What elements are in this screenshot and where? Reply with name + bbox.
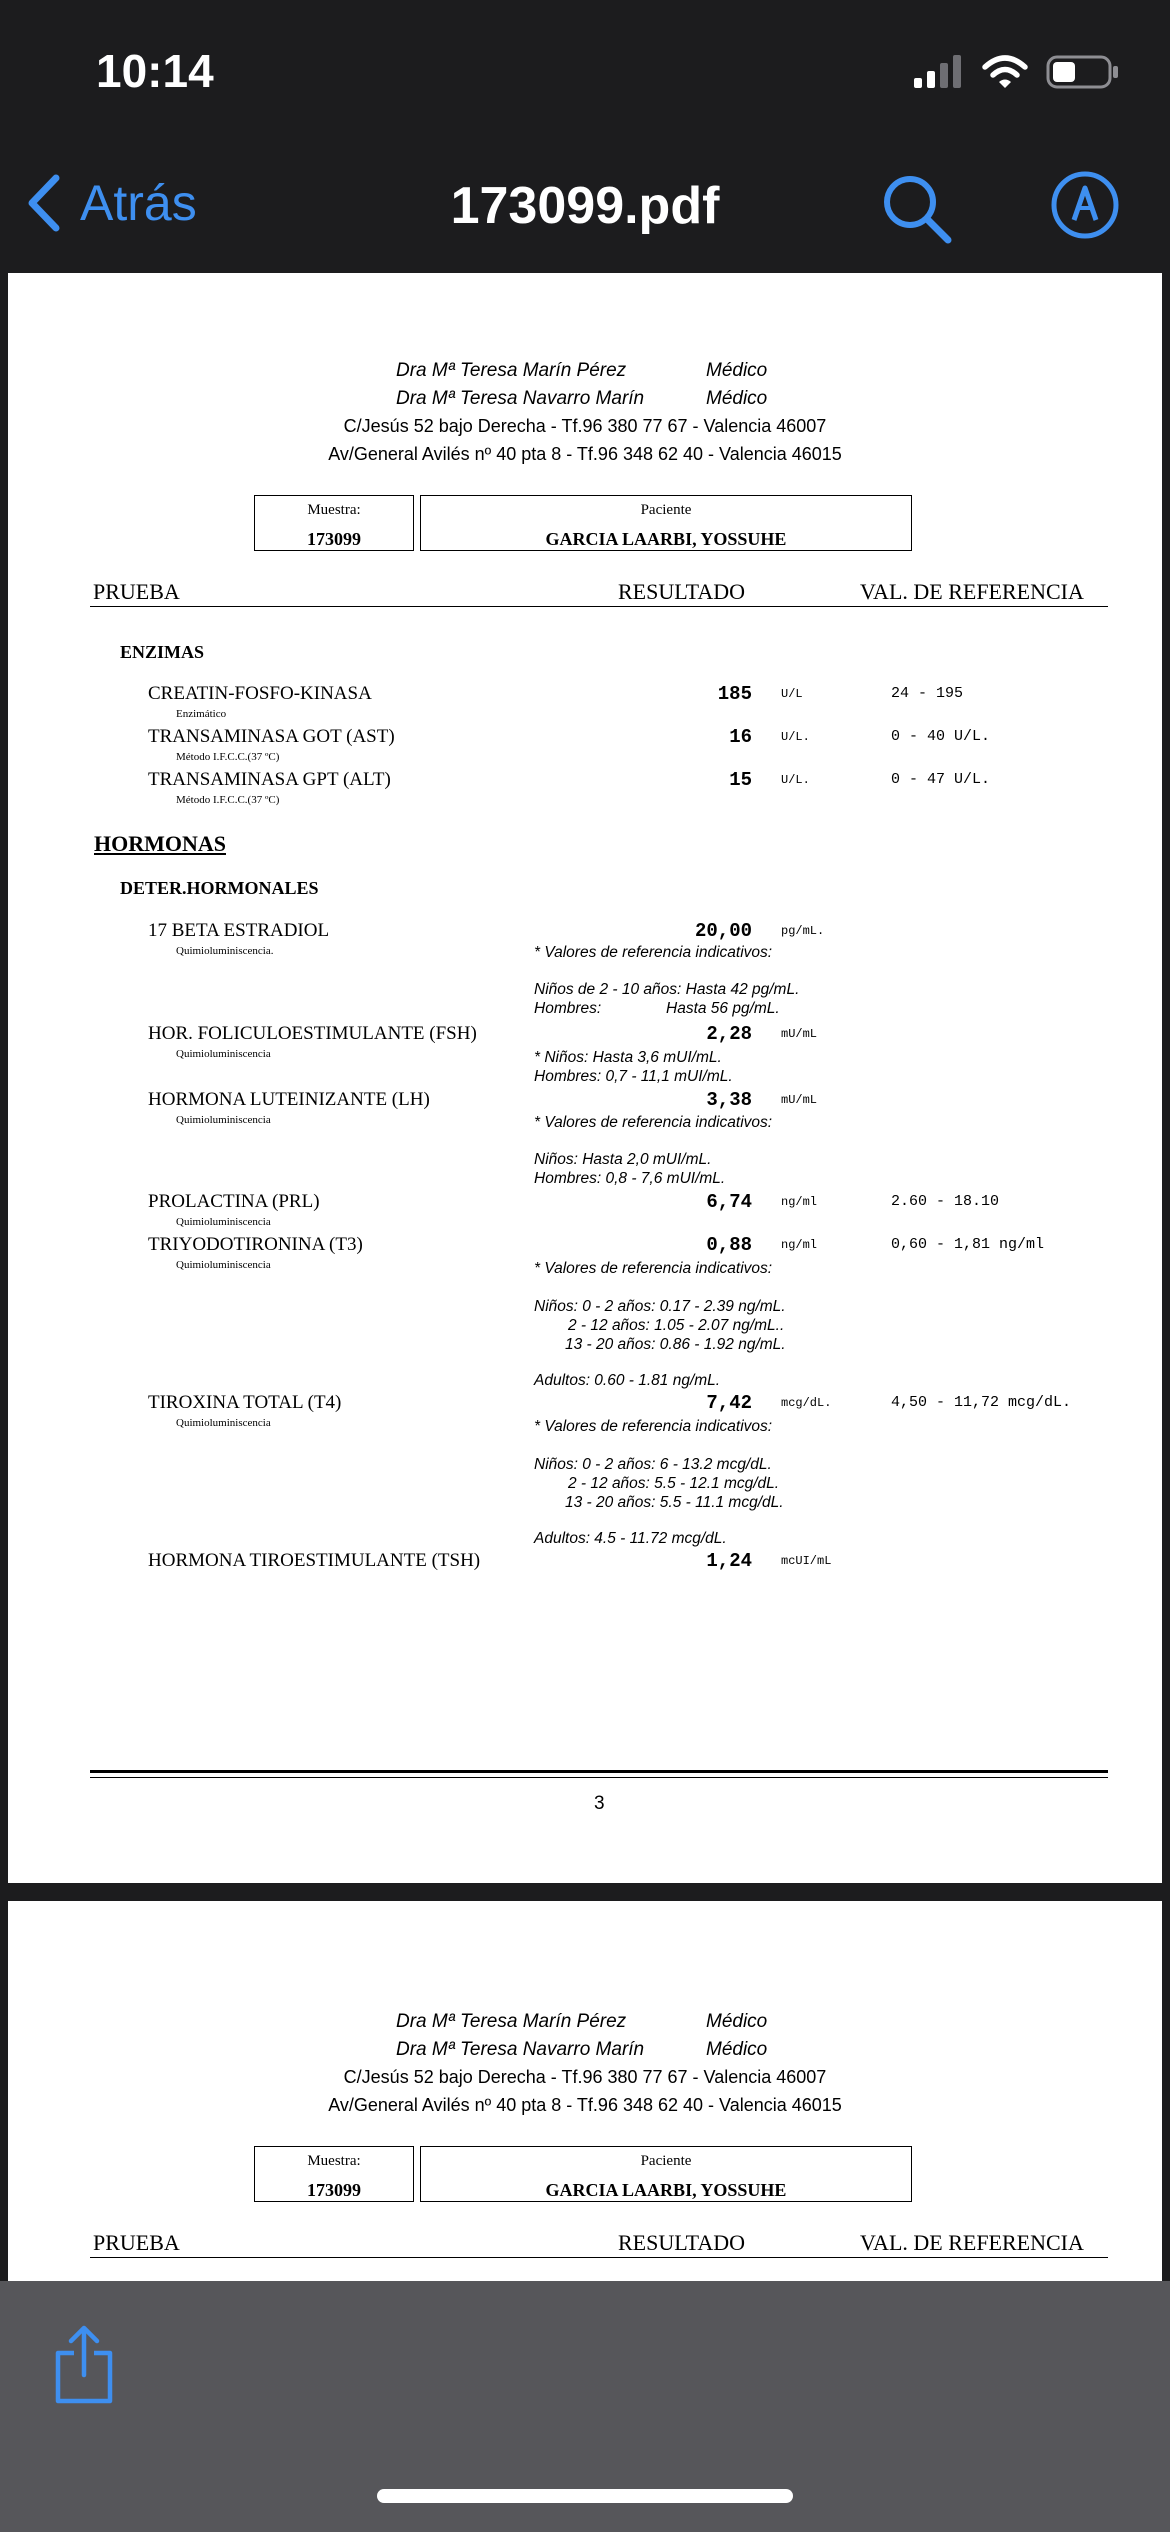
test-unit: mU/mL (781, 1027, 818, 1041)
doctor-role: Médico (706, 388, 768, 409)
reference-note: Niños: 0 - 2 años: 6 - 13.2 mcg/dL. (534, 1456, 772, 1473)
test-name: CREATIN-FOSFO-KINASA (148, 683, 372, 704)
test-result: 3,38 (706, 1089, 752, 1111)
home-indicator[interactable] (377, 2489, 793, 2503)
reference-note: * Niños: Hasta 3,6 mUI/mL. (534, 1049, 722, 1066)
test-unit: U/L (781, 687, 803, 701)
test-reference: 0,60 - 1,81 ng/ml (891, 1236, 1045, 1253)
test-name: PROLACTINA (PRL) (148, 1191, 320, 1212)
test-unit: ng/ml (781, 1238, 818, 1252)
test-reference: 0 - 40 U/L. (891, 728, 991, 745)
status-icons (912, 54, 1120, 90)
test-result: 7,42 (706, 1392, 752, 1414)
reference-note: Adultos: 4.5 - 11.72 mcg/dL. (534, 1530, 727, 1547)
column-header-test: PRUEBA (93, 579, 180, 604)
sample-value: 173099 (307, 529, 361, 549)
nav-bar (0, 150, 1170, 260)
test-name: TRANSAMINASA GOT (AST) (148, 726, 395, 747)
test-result: 185 (717, 683, 752, 705)
test-result: 15 (729, 769, 752, 791)
divider (90, 606, 1108, 607)
test-unit: mU/mL (781, 1093, 818, 1107)
reference-note: 13 - 20 años: 5.5 - 11.1 mcg/dL. (565, 1494, 784, 1511)
reference-note: Hasta 56 pg/mL. (666, 1000, 780, 1017)
patient-value: GARCIA LAARBI, YOSSUHE (545, 529, 787, 549)
doctor-role: Médico (706, 360, 768, 381)
section-title: ENZIMAS (120, 642, 205, 662)
column-header-test: PRUEBA (93, 2230, 180, 2255)
test-reference: 24 - 195 (891, 685, 964, 702)
doctor-name: Dra Mª Teresa Marín Pérez (396, 360, 627, 381)
test-method: Método I.F.C.C.(37 ºC) (176, 751, 280, 763)
doctor-role: Médico (706, 2039, 768, 2060)
reference-note: * Valores de referencia indicativos: (534, 1114, 773, 1131)
test-name: 17 BETA ESTRADIOL (148, 920, 330, 941)
section-title: HORMONAS (94, 831, 226, 856)
test-unit: pg/mL. (781, 924, 825, 938)
test-unit: ng/ml (781, 1195, 818, 1209)
test-name: TIROXINA TOTAL (T4) (148, 1392, 342, 1413)
footer-divider (90, 1770, 1108, 1773)
test-result: 1,24 (706, 1550, 752, 1572)
test-method: Quimioluminiscencia. (176, 945, 274, 957)
test-unit: U/L. (781, 730, 810, 744)
share-icon[interactable] (52, 2323, 116, 2405)
pdf-page[interactable] (8, 1901, 1162, 2281)
address-line: C/Jesús 52 bajo Derecha - Tf.96 380 77 67 - Valencia 46007 (343, 2067, 827, 2087)
patient-value: GARCIA LAARBI, YOSSUHE (545, 2180, 787, 2200)
reference-note: * Valores de referencia indicativos: (534, 1260, 773, 1277)
status-time: 10:14 (96, 45, 214, 97)
test-result: 20,00 (694, 920, 752, 942)
divider (90, 2257, 1108, 2258)
reference-note: * Valores de referencia indicativos: (534, 1418, 773, 1435)
reference-note: Niños de 2 - 10 años: Hasta 42 pg/mL. (534, 981, 800, 998)
doctor-role: Médico (706, 2011, 768, 2032)
status-bar (0, 0, 1170, 130)
address-line: Av/General Avilés nº 40 pta 8 - Tf.96 348 62 40 - Valencia 46015 (328, 444, 842, 464)
document-title: 173099.pdf (450, 177, 720, 235)
pdf-page[interactable] (8, 273, 1162, 1883)
test-reference: 2.60 - 18.10 (891, 1193, 1000, 1210)
patient-box (420, 2146, 912, 2202)
test-method: Quimioluminiscencia (176, 1259, 271, 1271)
address-line: C/Jesús 52 bajo Derecha - Tf.96 380 77 67 - Valencia 46007 (343, 416, 827, 436)
test-reference: 4,50 - 11,72 mcg/dL. (891, 1394, 1072, 1411)
reference-note: Niños: Hasta 2,0 mUI/mL. (534, 1151, 712, 1168)
test-unit: U/L. (781, 773, 810, 787)
reference-note: Hombres: (534, 1000, 602, 1017)
test-reference: 0 - 47 U/L. (891, 771, 991, 788)
test-name: TRANSAMINASA GPT (ALT) (148, 769, 391, 790)
sample-box (254, 495, 414, 551)
cellular-signal-icon (912, 54, 964, 90)
doctor-name: Dra Mª Teresa Navarro Marín (396, 388, 645, 409)
column-header-reference: VAL. DE REFERENCIA (860, 579, 1084, 604)
reference-note: 2 - 12 años: 1.05 - 2.07 ng/mL.. (568, 1317, 785, 1334)
test-method: Quimioluminiscencia (176, 1114, 271, 1126)
test-name: TRIYODOTIRONINA (T3) (148, 1234, 363, 1255)
wifi-icon (982, 54, 1028, 90)
test-unit: mcUI/mL (781, 1554, 832, 1568)
reference-note: Adultos: 0.60 - 1.81 ng/mL. (534, 1372, 721, 1389)
test-method: Quimioluminiscencia (176, 1216, 271, 1228)
test-result: 2,28 (706, 1023, 752, 1045)
reference-note: Hombres: 0,8 - 7,6 mUI/mL. (534, 1170, 726, 1187)
doctor-name: Dra Mª Teresa Navarro Marín (396, 2039, 645, 2060)
back-label: Atrás (80, 175, 197, 231)
page-number: 3 (594, 1793, 605, 1814)
reference-note: * Valores de referencia indicativos: (534, 944, 773, 961)
patient-label: Paciente (640, 2153, 692, 2169)
test-method: Método I.F.C.C.(37 ºC) (176, 794, 280, 806)
test-method: Quimioluminiscencia (176, 1048, 271, 1060)
reference-note: 13 - 20 años: 0.86 - 1.92 ng/mL. (565, 1336, 786, 1353)
sample-label: Muestra: (307, 2153, 361, 2169)
column-header-result: RESULTADO (618, 579, 745, 604)
footer-divider (90, 1777, 1108, 1778)
search-icon[interactable] (880, 172, 954, 246)
reference-note: Niños: 0 - 2 años: 0.17 - 2.39 ng/mL. (534, 1298, 786, 1315)
test-name: HOR. FOLICULOESTIMULANTE (FSH) (148, 1023, 477, 1044)
test-name: HORMONA LUTEINIZANTE (LH) (148, 1089, 430, 1110)
patient-box (420, 495, 912, 551)
test-name: HORMONA TIROESTIMULANTE (TSH) (148, 1550, 481, 1571)
test-method: Quimioluminiscencia (176, 1417, 271, 1429)
battery-icon (1046, 54, 1120, 90)
subsection-title: DETER.HORMONALES (120, 878, 319, 898)
test-result: 0,88 (706, 1234, 752, 1256)
test-result: 16 (729, 726, 752, 748)
patient-label: Paciente (640, 502, 692, 518)
sample-box (254, 2146, 414, 2202)
column-header-result: RESULTADO (618, 2230, 745, 2255)
test-method: Enzimático (176, 708, 227, 720)
reference-note: Hombres: 0,7 - 11,1 mUI/mL. (534, 1068, 733, 1085)
test-unit: mcg/dL. (781, 1396, 832, 1410)
test-result: 6,74 (706, 1191, 752, 1213)
column-header-reference: VAL. DE REFERENCIA (860, 2230, 1084, 2255)
address-line: Av/General Avilés nº 40 pta 8 - Tf.96 348 62 40 - Valencia 46015 (328, 2095, 842, 2115)
sample-value: 173099 (307, 2180, 361, 2200)
sample-label: Muestra: (307, 502, 361, 518)
markup-pen-icon[interactable] (1050, 170, 1120, 240)
reference-note: 2 - 12 años: 5.5 - 12.1 mcg/dL. (568, 1475, 780, 1492)
doctor-name: Dra Mª Teresa Marín Pérez (396, 2011, 627, 2032)
